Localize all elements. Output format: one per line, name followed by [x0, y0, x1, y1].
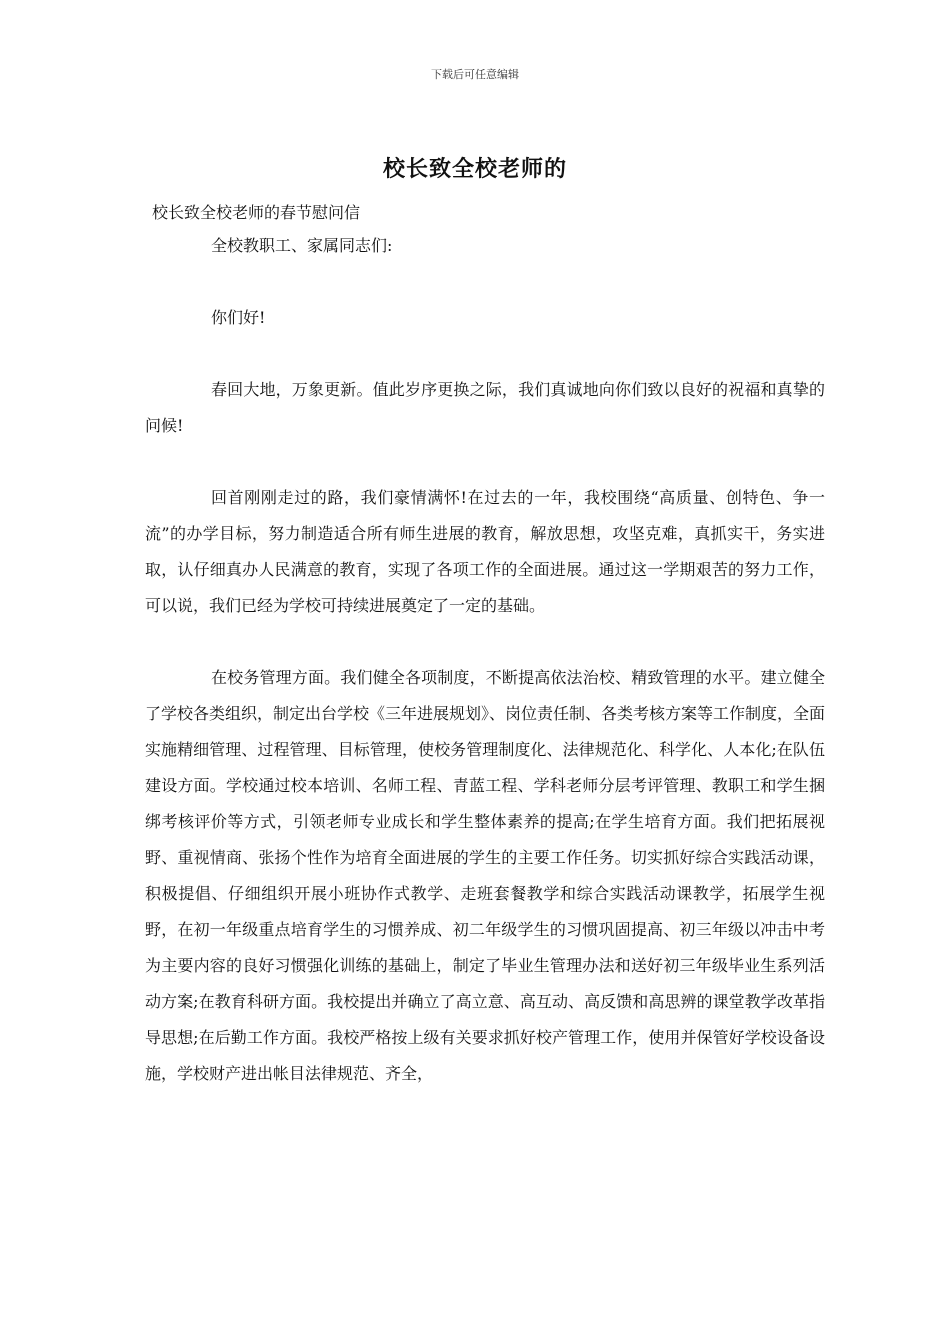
document-title: 校长致全校老师的: [382, 156, 567, 182]
header-note: 下载后可任意编辑: [431, 68, 519, 81]
salutation: 全校教职工、家属同志们:: [211, 236, 393, 255]
document-body: [145, 228, 825, 1092]
paragraph-school-management: 在校务管理方面。我们健全各项制度，不断提高依法治校、精致管理的水平。建立健全了学校各类组织，制定出台学校《三年进展规划》、岗位责任制、各类考核方案等工作制度，全面实施精细管理、过程管理、目标管理，使校务管理制度化、法律规范化、科学化、人本化;在队伍建设方面。学校通过校本培训、名师工程、青蓝工程、学科老师分层考评管理、教职工和学生捆绑考核评价等方式，引领老师专业成长和学生整体素养的提高;在学生培育方面。我们把拓展视野、重视情商、张扬个性作为培育全面进展的学生的主要工作任务。切实抓好综合实践活动课，积极提倡、仔细组织开展小班协作式教学、走班套餐教学和综合实践活动课教学，拓展学生视野，在初一年级重点培育学生的习惯养成、初二年级学生的习惯巩固提高、初三年级以冲击中考为主要内容的良好习惯强化训练的基础上，制定了毕业生管理办法和送好初三年级毕业生系列活动方案;在教育科研方面。我校提出并确立了高立意、高互动、高反馈和高思辨的课堂教学改革指导思想;在后勤工作方面。我校严格按上级有关要求抓好校产管理工作，使用并保管好学校设备设施，学校财产进出帐目法律规范、齐全，: [145, 668, 826, 1083]
greeting: 你们好!: [211, 308, 266, 327]
paragraph-new-year-wishes: 春回大地，万象更新。值此岁序更换之际，我们真诚地向你们致以良好的祝福和真挚的问候!: [145, 380, 825, 435]
paragraph-year-review: 回首刚刚走过的路，我们豪情满怀!在过去的一年，我校围绕“高质量、创特色、争一流”的办学目标，努力制造适合所有师生进展的教育，解放思想，攻坚克难，真抓实干，务实进取，认仔细真办人民满意的教育，实现了各项工作的全面进展。通过这一学期艰苦的努力工作，可以说，我们已经为学校可持续进展奠定了一定的基础。: [145, 488, 825, 615]
document-subtitle: 校长致全校老师的春节慰问信: [152, 203, 361, 222]
